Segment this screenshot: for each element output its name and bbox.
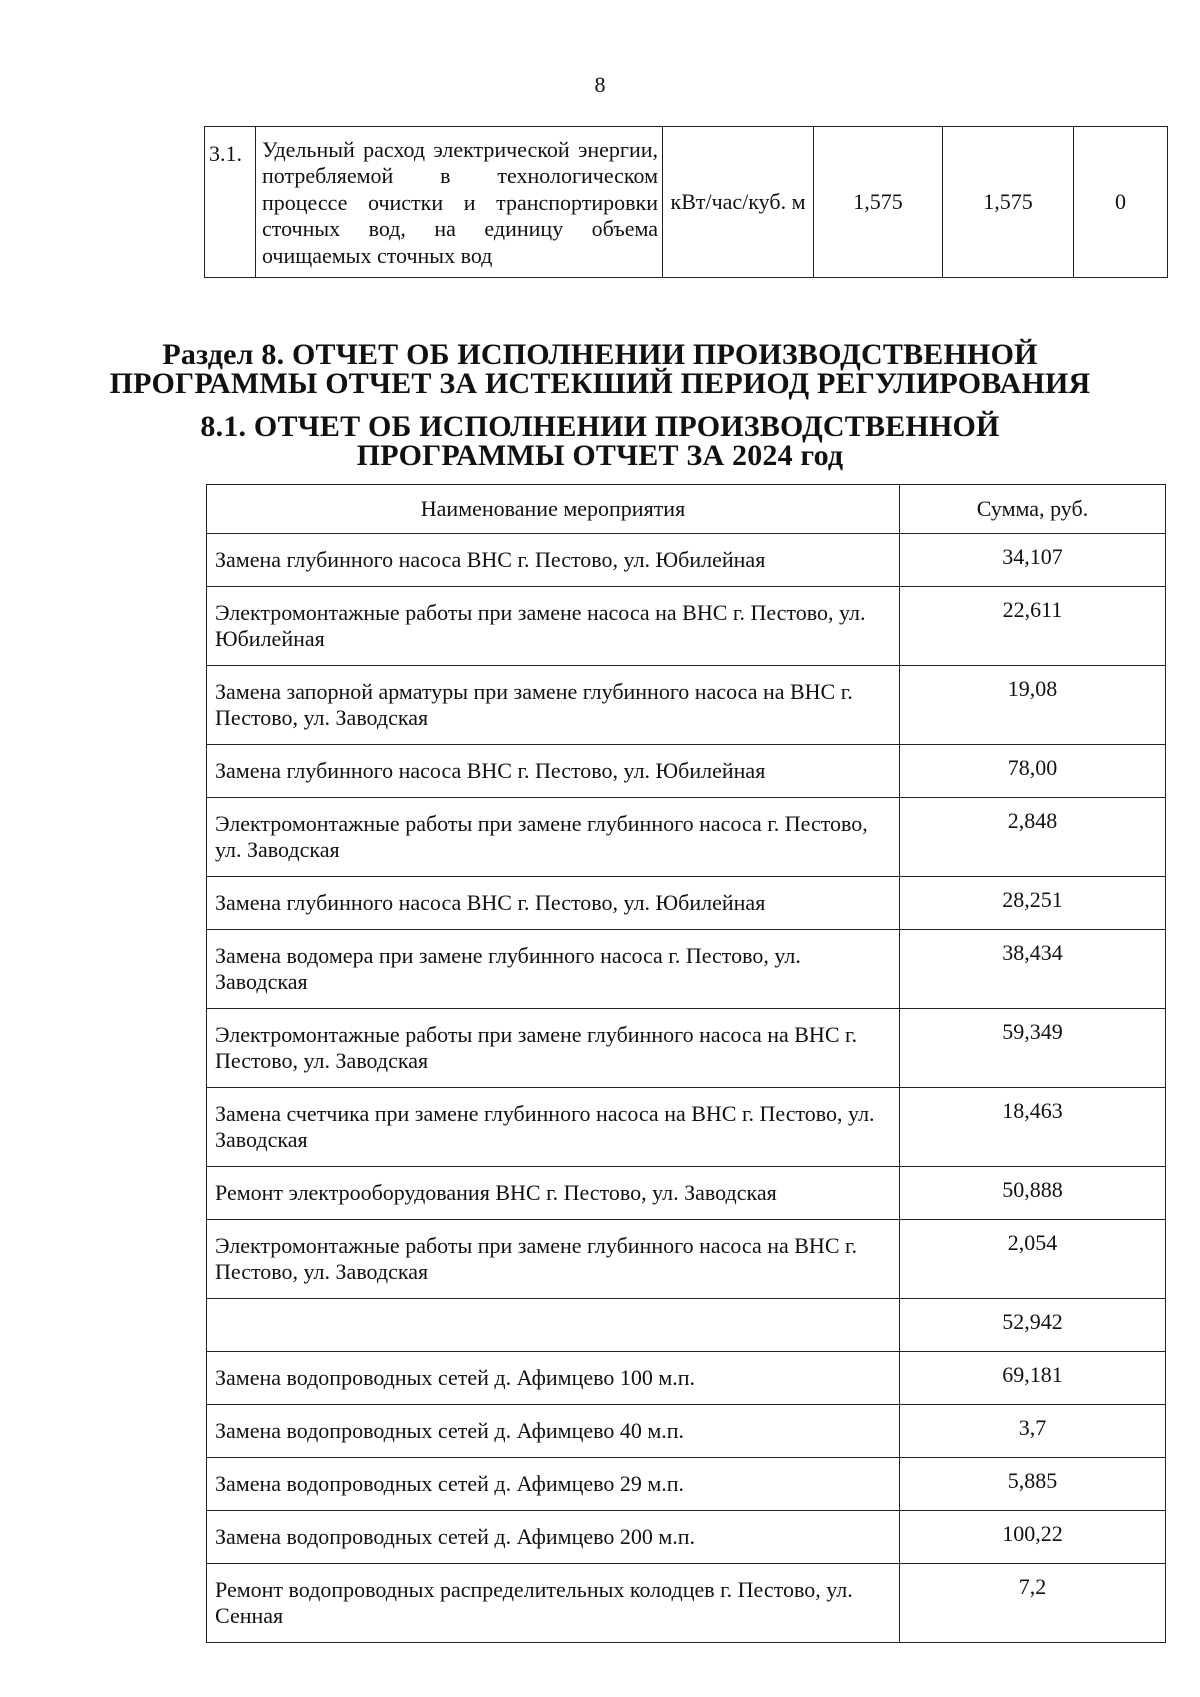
table-row <box>207 798 1166 877</box>
activity-sum: 2,054 <box>900 1220 1166 1299</box>
activity-name: Замена глубинного насоса ВНС г. Пестово, ул. Юбилейная <box>207 745 900 798</box>
activity-name: Замена водопроводных сетей д. Афимцево 29 м.п. <box>207 1458 900 1511</box>
subsection-heading-line-1: 8.1. ОТЧЕТ ОБ ИСПОЛНЕНИИ ПРОИЗВОДСТВЕННОЙ <box>200 410 1000 443</box>
activity-sum: 59,349 <box>900 1009 1166 1088</box>
activity-sum: 34,107 <box>900 534 1166 587</box>
table-header-row <box>207 485 1166 534</box>
row-number: 3.1. <box>205 127 256 278</box>
indicator-value-2: 1,575 <box>943 127 1074 278</box>
activity-sum: 7,2 <box>900 1564 1166 1643</box>
table-row <box>205 127 1168 278</box>
report-table <box>206 484 1166 1643</box>
table-row <box>207 534 1166 587</box>
activity-name: Замена водопроводных сетей д. Афимцево 200 м.п. <box>207 1511 900 1564</box>
activity-name: Замена водомера при замене глубинного насоса г. Пестово, ул. Заводская <box>207 930 900 1009</box>
activity-name: Ремонт электрооборудования ВНС г. Пестово, ул. Заводская <box>207 1167 900 1220</box>
activity-name: Электромонтажные работы при замене глубинного насоса на ВНС г. Пестово, ул. Заводская <box>207 1220 900 1299</box>
activity-sum: 19,08 <box>900 666 1166 745</box>
activity-name: Замена запорной арматуры при замене глубинного насоса на ВНС г. Пестово, ул. Заводская <box>207 666 900 745</box>
table-row <box>207 587 1166 666</box>
table-row <box>207 1352 1166 1405</box>
activity-sum: 5,885 <box>900 1458 1166 1511</box>
activity-name: Замена глубинного насоса ВНС г. Пестово, ул. Юбилейная <box>207 877 900 930</box>
section-heading <box>0 340 1200 399</box>
table-row <box>207 1511 1166 1564</box>
activity-name: Замена водопроводных сетей д. Афимцево 100 м.п. <box>207 1352 900 1405</box>
header-name: Наименование мероприятия <box>207 485 900 534</box>
indicator-value-1: 1,575 <box>814 127 943 278</box>
activity-name: Электромонтажные работы при замене насоса на ВНС г. Пестово, ул. Юбилейная <box>207 587 900 666</box>
activity-name: Ремонт водопроводных распределительных колодцев г. Пестово, ул. Сенная <box>207 1564 900 1643</box>
activity-sum: 22,611 <box>900 587 1166 666</box>
activity-name: Электромонтажные работы при замене глубинного насоса г. Пестово, ул. Заводская <box>207 798 900 877</box>
table-row <box>207 1564 1166 1643</box>
indicator-value-3: 0 <box>1074 127 1168 278</box>
activity-sum: 2,848 <box>900 798 1166 877</box>
subsection-heading <box>0 412 1200 471</box>
table-row <box>207 1220 1166 1299</box>
indicator-unit: кВт/час/куб. м <box>663 127 814 278</box>
table-row <box>207 1167 1166 1220</box>
table-row <box>207 1088 1166 1167</box>
activity-sum: 78,00 <box>900 745 1166 798</box>
activity-sum: 18,463 <box>900 1088 1166 1167</box>
section-heading-line-1: Раздел 8. ОТЧЕТ ОБ ИСПОЛНЕНИИ ПРОИЗВОДСТВЕННОЙ <box>162 338 1038 371</box>
activity-name: Замена счетчика при замене глубинного насоса на ВНС г. Пестово, ул. Заводская <box>207 1088 900 1167</box>
activity-sum: 100,22 <box>900 1511 1166 1564</box>
activity-sum: 28,251 <box>900 877 1166 930</box>
table-row <box>207 877 1166 930</box>
activity-sum: 52,942 <box>900 1299 1166 1352</box>
activity-sum: 50,888 <box>900 1167 1166 1220</box>
table-row <box>207 1458 1166 1511</box>
indicator-name: Удельный расход электрической энергии, потребляемой в технологическом процессе очистки и транспортировки сточных вод, на единицу объема очищаемых сточных вод <box>256 127 663 278</box>
indicator-table <box>204 126 1168 278</box>
table-row <box>207 666 1166 745</box>
table-row <box>207 1405 1166 1458</box>
table-row <box>207 930 1166 1009</box>
activity-name: Замена глубинного насоса ВНС г. Пестово, ул. Юбилейная <box>207 534 900 587</box>
subsection-heading-line-2: ПРОГРАММЫ ОТЧЕТ ЗА 2024 год <box>356 439 844 473</box>
table-row <box>207 745 1166 798</box>
activity-sum: 38,434 <box>900 930 1166 1009</box>
table-row <box>207 1009 1166 1088</box>
table-row <box>207 1299 1166 1352</box>
header-sum: Сумма, руб. <box>900 485 1166 534</box>
activity-sum: 3,7 <box>900 1405 1166 1458</box>
activity-name: Замена водопроводных сетей д. Афимцево 40 м.п. <box>207 1405 900 1458</box>
activity-sum: 69,181 <box>900 1352 1166 1405</box>
activity-name: Электромонтажные работы при замене глубинного насоса на ВНС г. Пестово, ул. Заводская <box>207 1009 900 1088</box>
section-heading-line-2: ПРОГРАММЫ ОТЧЕТ ЗА ИСТЕКШИЙ ПЕРИОД РЕГУЛИРОВАНИЯ <box>109 367 1091 401</box>
page-number: 8 <box>594 72 606 97</box>
activity-name <box>207 1299 900 1352</box>
